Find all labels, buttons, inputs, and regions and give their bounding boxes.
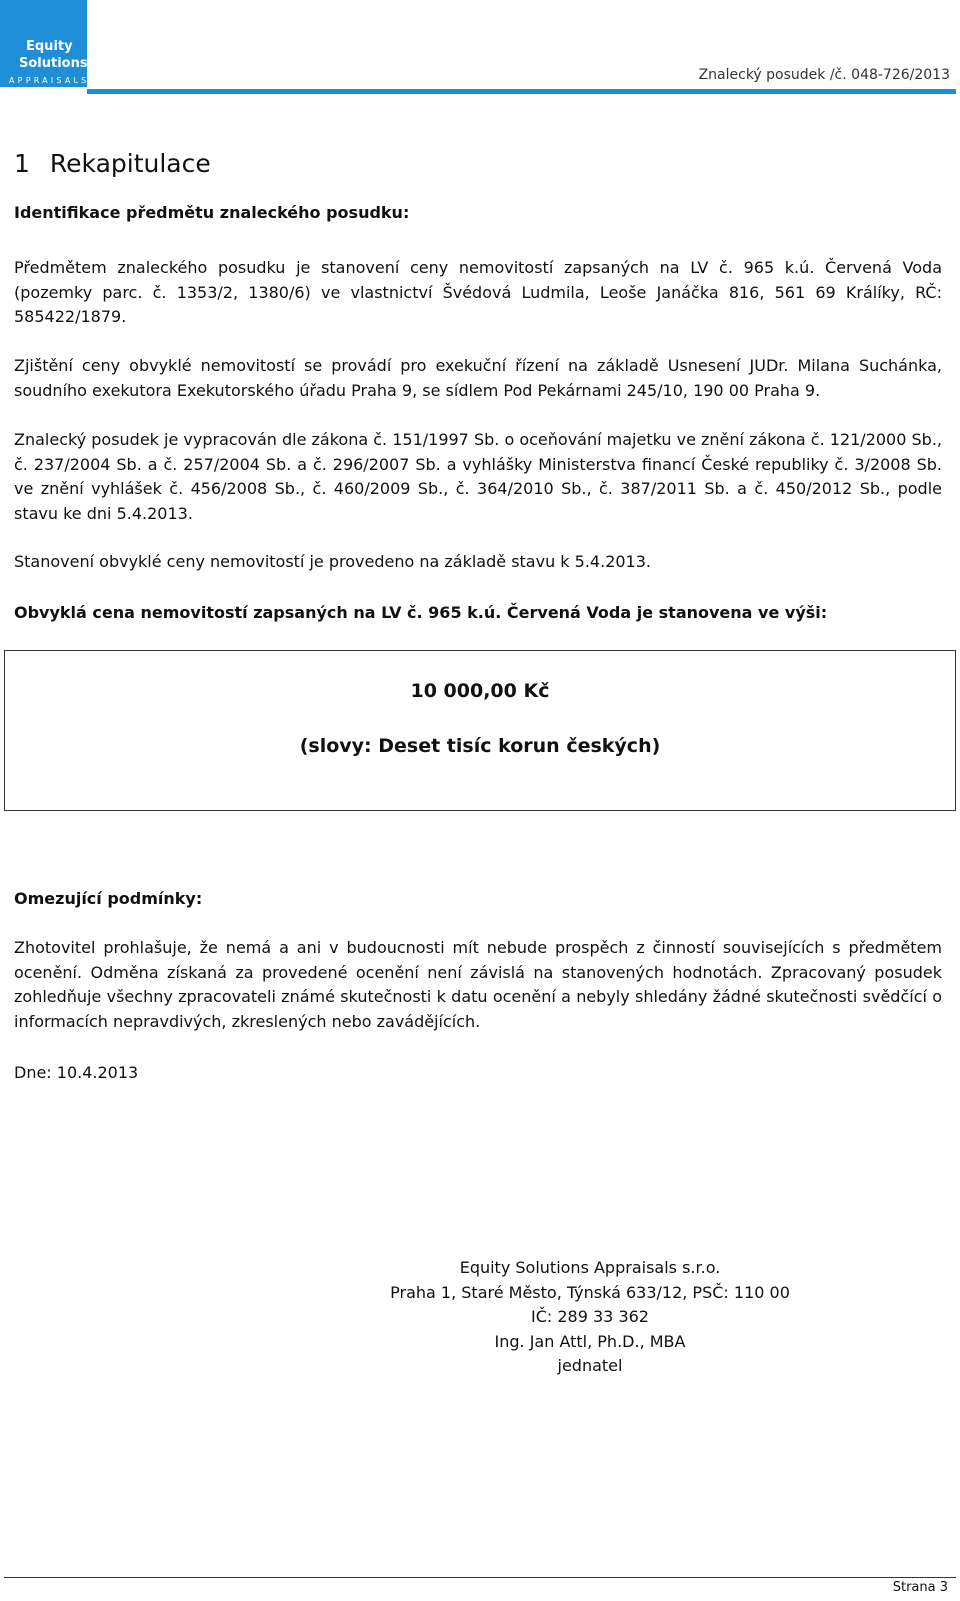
identification-heading: Identifikace předmětu znaleckého posudku: xyxy=(14,203,410,222)
paragraph-subject: Předmětem znaleckého posudku je stanovení ceny nemovitostí zapsaných na LV č. 965 k.ú. Červená Voda (pozemky parc. č. 1353/2, 1380/6) ve vlastnictví Švédová Ludmila, Leoše Janáčka 816, 561 69 Králíky, RČ: 585422/1879. xyxy=(14,258,942,326)
logo-line-1: Equity xyxy=(26,39,73,54)
footer-rule xyxy=(4,1577,956,1578)
signature-ico: IČ: 289 33 362 xyxy=(531,1307,649,1327)
header-rule xyxy=(87,89,956,94)
price-in-words: (slovy: Deset tisíc korun českých) xyxy=(299,735,661,757)
section-number: 1 xyxy=(14,149,30,178)
section-title-text: Rekapitulace xyxy=(49,149,211,178)
price-amount: 10 000,00 Kč xyxy=(410,680,550,702)
price-heading: Obvyklá cena nemovitostí zapsaných na LV č. 965 k.ú. Červená Voda je stanovena ve výši: xyxy=(14,603,828,622)
signature-block xyxy=(380,1256,800,1379)
price-box xyxy=(4,650,956,811)
logo-line-3: APPRAISALS xyxy=(9,76,90,85)
signature-address: Praha 1, Staré Město, Týnská 633/12, PSČ: 110 00 xyxy=(390,1282,790,1302)
conditions-text: Zhotovitel prohlašuje, že nemá a ani v budoucnosti mít nebude prospěch z činností souvisejících s předmětem ocenění. Odměna získaná za provedené ocenění není závislá na stanovených hodnotách. Zpracovaný posudek zohledňuje všechny zpracovateli známé skutečnosti k datu ocenění a nebyly shledány žádné skutečnosti svědčící o informacích nepravdivých, zkreslených nebo zavádějících. xyxy=(14,938,942,1031)
paragraph-legal-basis: Znalecký posudek je vypracován dle zákona č. 151/1997 Sb. o oceňování majetku ve znění zákona č. 121/2000 Sb., č. 237/2004 Sb. a č. 257/2004 Sb. a č. 296/2007 Sb. a vyhlášky Ministerstva financí České republiky č. 3/2008 Sb. ve znění vyhlášek č. 456/2008 Sb., č. 460/2009 Sb., č. 364/2010 Sb., č. 387/2011 Sb. a č. 450/2012 Sb., podle stavu ke dni 5.4.2013. xyxy=(14,430,942,523)
conditions-heading: Omezující podmínky: xyxy=(14,889,203,908)
paragraph-valuation-date: Stanovení obvyklé ceny nemovitostí je provedeno na základě stavu k 5.4.2013. xyxy=(14,552,651,571)
signature-role: jednatel xyxy=(557,1356,623,1376)
page-number: Strana 3 xyxy=(892,1580,948,1595)
paragraph-purpose: Zjištění ceny obvyklé nemovitostí se provádí pro exekuční řízení na základě Usnesení JUDr. Milana Suchánka, soudního exekutora Exekutorského úřadu Praha 9, se sídlem Pod Pekárnami 245/10, 190 00 Praha 9. xyxy=(14,356,942,400)
section-title xyxy=(14,149,211,178)
signature-name: Ing. Jan Attl, Ph.D., MBA xyxy=(494,1331,686,1351)
logo-line-2: Solutions xyxy=(19,56,88,71)
date-line: Dne: 10.4.2013 xyxy=(14,1063,139,1082)
signature-company: Equity Solutions Appraisals s.r.o. xyxy=(459,1258,721,1277)
report-reference: Znalecký posudek /č. 048-726/2013 xyxy=(698,67,950,83)
company-logo xyxy=(0,0,90,87)
